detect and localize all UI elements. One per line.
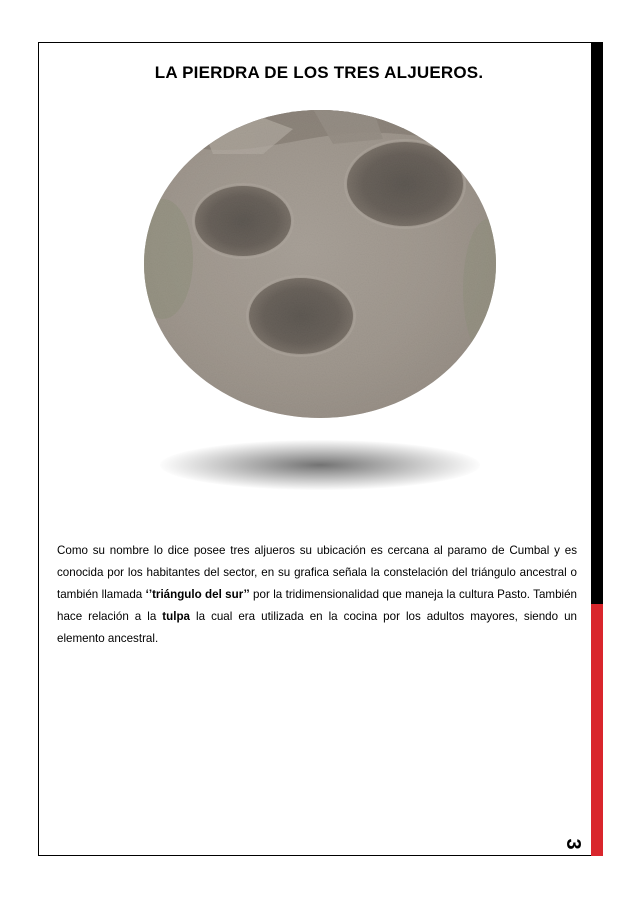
- page-title: LA PIERDRA DE LOS TRES ALJUEROS.: [154, 63, 484, 82]
- side-bar-black: [591, 42, 603, 604]
- stone-image: [143, 109, 498, 419]
- side-bar-red: [591, 604, 603, 856]
- paragraph-bold-2: tulpa: [162, 610, 190, 623]
- paragraph-text-3: la cual era utilizada en la cocina por los adultos mayores, siendo un elemento ancestral.: [57, 610, 577, 645]
- paragraph-text-1: Como su nombre lo dice posee tres aljueros su ubicación es cercana al paramo de Cumbal y es conocida por los habitantes del sector, en su grafica señala la constelación del triángulo ancestral o también llamada: [57, 544, 577, 601]
- paragraph-bold-1: ‘’triángulo del sur’’: [145, 588, 250, 601]
- paragraph-text-2: por la tridimensionalidad que maneja la cultura Pasto. También hace relación a la: [57, 588, 578, 623]
- page-number: 3: [562, 838, 584, 850]
- photo-shadow: [160, 440, 480, 490]
- stone-photo: [143, 109, 498, 419]
- body-paragraph: [57, 540, 577, 650]
